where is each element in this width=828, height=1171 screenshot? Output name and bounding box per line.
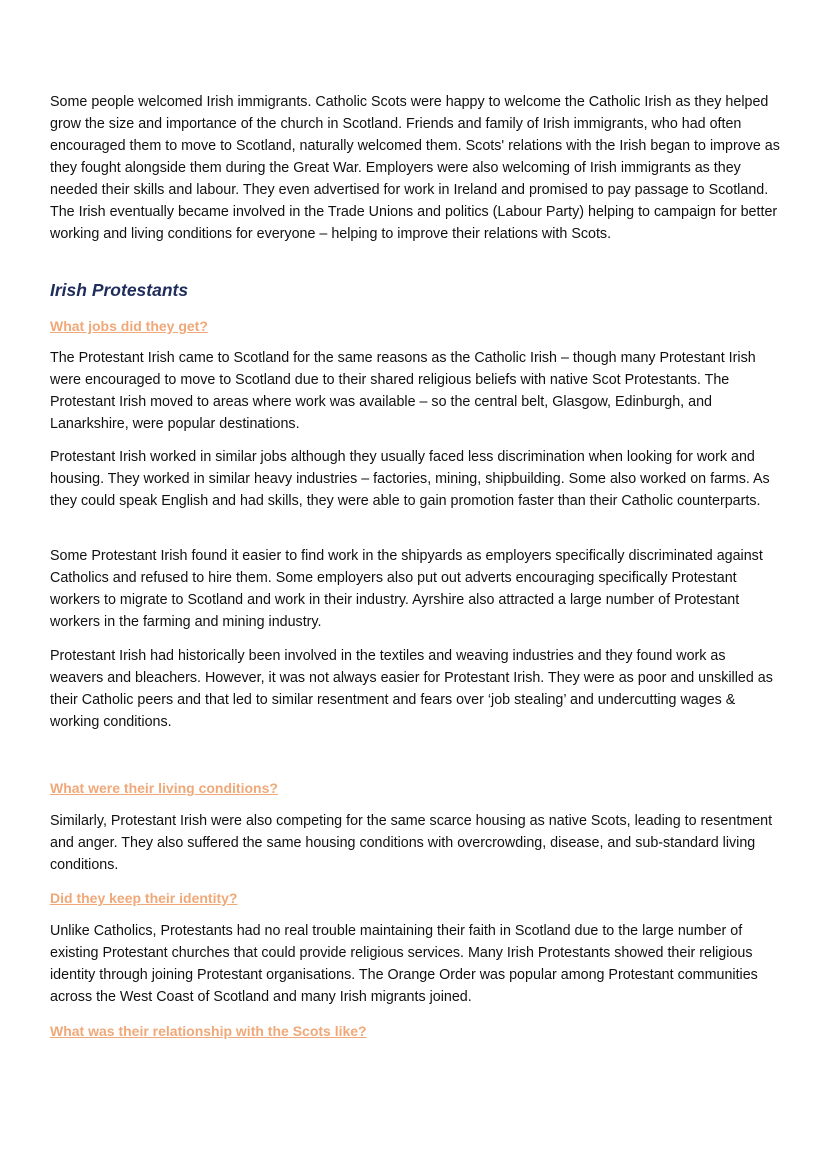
question-link-identity[interactable]: Did they keep their identity? [50, 890, 238, 906]
intro-paragraph: Some people welcomed Irish immigrants. Catholic Scots were happy to welcome the Catholic Irish as they helped grow the size and importance of the church in Scotland. Friends and family of Irish immigrants, who had often encouraged them to move to Scotland, naturally welcomed them. Scots' relations with the Irish began to improve as they fought alongside them during the Great War. Employers were also welcoming of Irish immigrants as they needed their skills and labour. They even advertised for work in Ireland and promised to pay passage to Scotland. The Irish eventually became involved in the Trade Unions and politics (Labour Party) helping to campaign for better working and living conditions for everyone – helping to improve their relations with Scots. [50, 94, 780, 242]
question-living-block [50, 778, 780, 798]
question-link-relationship[interactable]: What was their relationship with the Scots like? [50, 1023, 367, 1039]
jobs-paragraph-4-block [50, 645, 780, 733]
question-identity-block [50, 888, 780, 908]
identity-paragraph: Unlike Catholics, Protestants had no real trouble maintaining their faith in Scotland due to the large number of existing Protestant churches that could provide religious services. Many Irish Protestants showed their religious identity through joining Protestant organisations. The Orange Order was popular among Protestant communities across the West Coast of Scotland and many Irish migrants joined. [50, 923, 758, 1005]
jobs-paragraph-1-block [50, 347, 780, 435]
question-link-living-conditions[interactable]: What were their living conditions? [50, 780, 278, 796]
jobs-paragraph-2: Protestant Irish worked in similar jobs although they usually faced less discrimination when looking for work and housing. They worked in similar heavy industries – factories, mining, shipbuilding. Some also worked on farms. As they could speak English and had skills, they were able to gain promotion faster than their Catholic counterparts. [50, 449, 770, 509]
question-link-jobs[interactable]: What jobs did they get? [50, 318, 208, 334]
jobs-paragraph-1: The Protestant Irish came to Scotland for the same reasons as the Catholic Irish – though many Protestant Irish were encouraged to move to Scotland due to their shared religious beliefs with native Scot Protestants. The Protestant Irish moved to areas where work was available – so the central belt, Glasgow, Edinburgh, and Lanarkshire, were popular destinations. [50, 350, 756, 432]
intro-paragraph-block [50, 91, 780, 245]
identity-paragraph-block [50, 920, 780, 1008]
question-relationship-block [50, 1021, 780, 1041]
jobs-paragraph-3-block [50, 545, 780, 633]
jobs-paragraph-3: Some Protestant Irish found it easier to find work in the shipyards as employers specifically discriminated against Catholics and refused to hire them. Some employers also put out adverts encouraging specifically Protestant workers to migrate to Scotland and work in their industry. Ayrshire also attracted a large number of Protestant workers in the farming and mining industry. [50, 548, 763, 630]
section-heading-block [50, 279, 780, 301]
question-jobs-block [50, 316, 780, 336]
jobs-paragraph-2-block [50, 446, 780, 512]
living-paragraph: Similarly, Protestant Irish were also competing for the same scarce housing as native Scots, leading to resentment and anger. They also suffered the same housing conditions with overcrowding, disease, and sub-standard living conditions. [50, 813, 773, 873]
jobs-paragraph-4: Protestant Irish had historically been involved in the textiles and weaving industries and they found work as weavers and bleachers. However, it was not always easier for Protestant Irish. They were as poor and unskilled as their Catholic peers and that led to similar resentment and fears over ‘job stealing’ and undercutting wages & working conditions. [50, 648, 773, 730]
section-heading-irish-protestants: Irish Protestants [50, 280, 189, 300]
living-paragraph-block [50, 810, 780, 876]
